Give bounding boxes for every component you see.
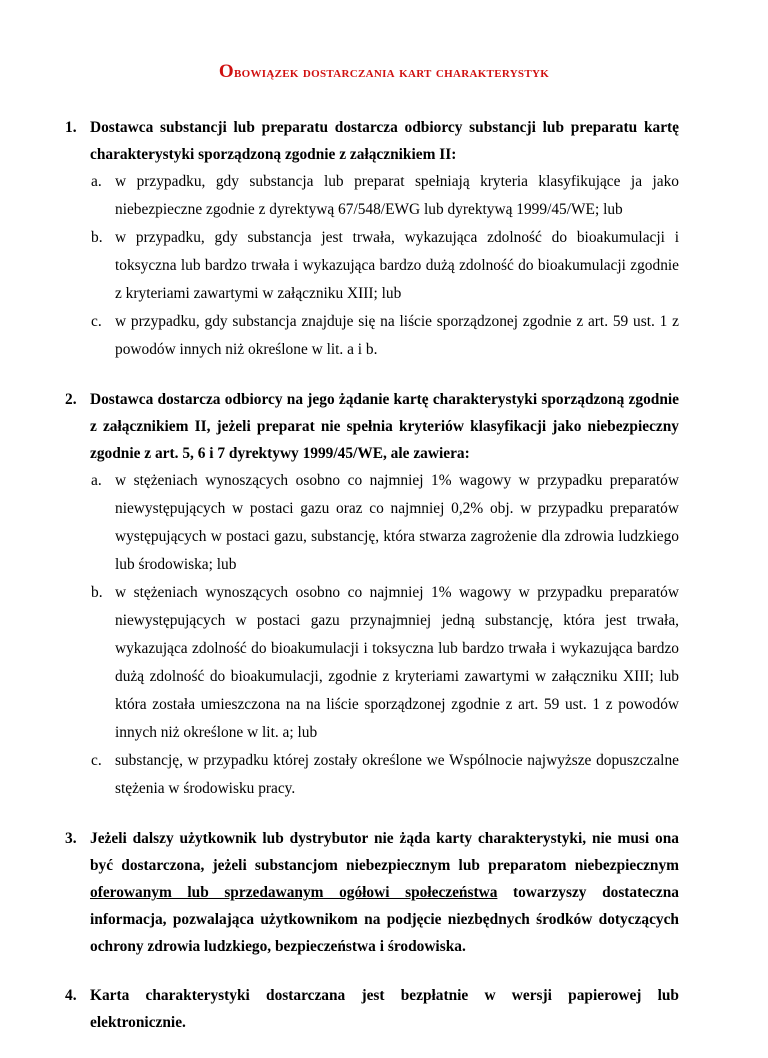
page-title xyxy=(0,61,768,83)
sub-item-text: w stężeniach wynoszących osobno co najmniej 1% wagowy w przypadku preparatów niewystępujących w postaci gazu oraz co najmniej 0,2% obj. w przypadku preparatów występujących w postaci gazu, substancję, która stwarza zagrożenie dla zdrowia ludzkiego lub środowiska; lub xyxy=(115,472,679,573)
sub-item-list xyxy=(90,168,679,364)
sub-item-text: w przypadku, gdy substancja jest trwała, wykazująca zdolność do bioakumulacji i toksyczna lub bardzo trwała i wykazująca bardzo dużą zdolność do bioakumulacji zgodnie z kryteriami zawartymi w załączniku XIII; lub xyxy=(115,229,679,302)
point-number: 2. xyxy=(65,391,77,408)
point-heading xyxy=(90,825,679,960)
heading-text: towarzyszy dostateczna informacja, pozwalająca użytkownikom na podjęcie niezbędnych środków dotyczących ochrony zdrowia ludzkiego, bezpieczeństwa i środowiska. xyxy=(90,884,680,955)
sub-item-letter: c. xyxy=(91,752,102,769)
underlined-phrase: oferowanym lub sprzedawanym ogółowi społeczeństwa xyxy=(90,884,498,901)
point-3 xyxy=(65,825,680,960)
title-rest: bowiązek dostarczania kart charakterystyk xyxy=(233,64,550,81)
obligation-list xyxy=(65,114,680,1058)
point-1 xyxy=(65,114,679,364)
sub-item-text: substancję, w przypadku której zostały określone we Wspólnocie najwyższe dopuszczalne stężenia w środowisku pracy. xyxy=(115,752,679,797)
sub-item xyxy=(90,308,679,364)
sub-item-letter: b. xyxy=(91,584,103,601)
sub-item xyxy=(90,168,679,224)
sub-item-text: w przypadku, gdy substancja lub preparat spełniają kryteria klasyfikujące ja jako niebezpieczne zgodnie z dyrektywą 67/548/EWG lub dyrektywą 1999/45/WE; lub xyxy=(115,173,679,218)
sub-item-letter: c. xyxy=(91,313,102,330)
point-heading: Dostawca dostarcza odbiorcy na jego żądanie kartę charakterystyki sporządzoną zgodnie z załącznikiem II, jeżeli preparat nie spełnia kryteriów klasyfikacji jako niebezpieczny zgodnie z art. 5, 6 i 7 dyrektywy 1999/45/WE, ale zawiera: xyxy=(90,391,679,462)
point-number: 1. xyxy=(65,119,77,136)
sub-item xyxy=(90,579,679,747)
sub-item-text: w stężeniach wynoszących osobno co najmniej 1% wagowy w przypadku preparatów niewystępujących w postaci gazu przynajmniej jedną substancję, która jest trwała, wykazująca zdolność do bioakumulacji i toksyczna lub bardzo trwała i wykazująca bardzo dużą zdolność do bioakumulacji, zgodnie z kryteriami zawartymi w załączniku XIII; lub która została umieszczona na na liście sporządzonej zgodnie z art. 59 ust. 1 z powodów innych niż określone w lit. a; lub xyxy=(115,584,679,741)
sub-item-letter: b. xyxy=(91,229,103,246)
point-4 xyxy=(65,982,679,1036)
point-number: 4. xyxy=(65,987,77,1004)
sub-item-letter: a. xyxy=(91,173,102,190)
title-initial: O xyxy=(218,61,234,82)
sub-item xyxy=(90,747,679,803)
sub-item xyxy=(90,224,679,308)
sub-item-text: w przypadku, gdy substancja znajduje się na liście sporządzonej zgodnie z art. 59 ust. 1 z powodów innych niż określone w lit. a i b. xyxy=(115,313,679,358)
sub-item xyxy=(90,467,679,579)
point-heading: Dostawca substancji lub preparatu dostarcza odbiorcy substancji lub preparatu kartę charakterystyki sporządzoną zgodnie z załącznikiem II: xyxy=(90,119,679,163)
sub-item-list xyxy=(90,467,679,803)
sub-item-letter: a. xyxy=(91,472,102,489)
heading-text: Jeżeli dalszy użytkownik lub dystrybutor nie żąda karty charakterystyki, nie musi ona być dostarczona, jeżeli substancjom niebezpiecznym lub preparatom niebezpiecznym xyxy=(90,830,679,874)
point-number: 3. xyxy=(65,830,77,847)
point-heading: Karta charakterystyki dostarczana jest bezpłatnie w wersji papierowej lub elektronicznie. xyxy=(90,987,679,1031)
point-2 xyxy=(65,386,679,803)
